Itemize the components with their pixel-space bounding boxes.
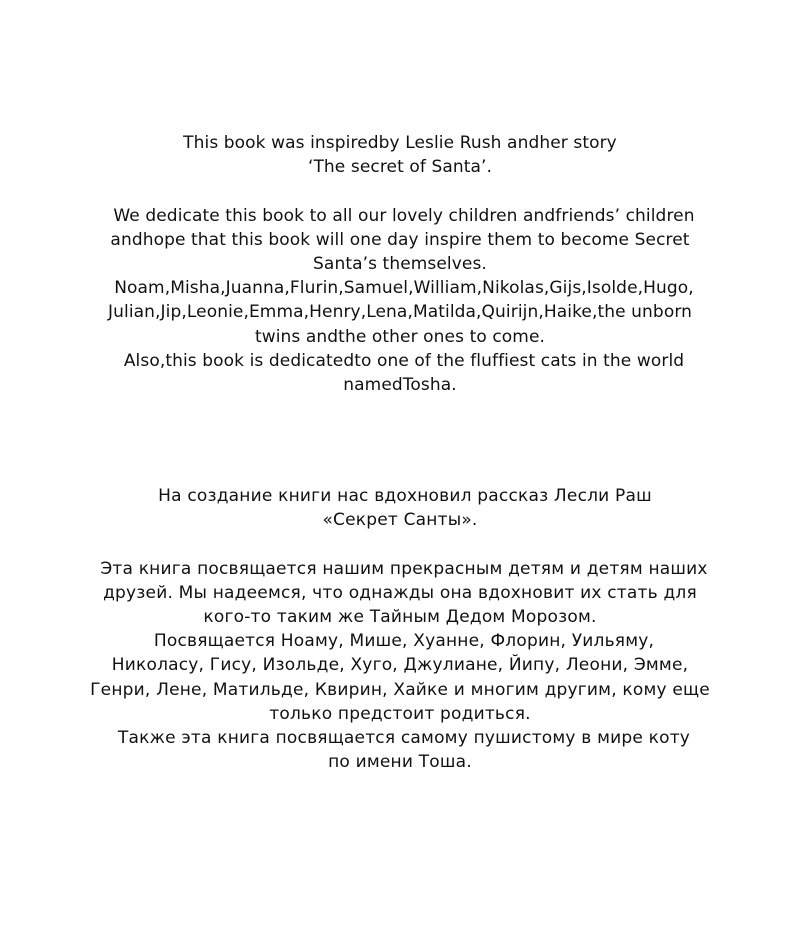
russian-intro-line-2: «Секрет Санты». xyxy=(322,510,478,531)
english-dedication-line-2: andhope that this book will one day inspire them to become Secret xyxy=(110,229,690,250)
russian-names-line-4: только предстоит родиться. xyxy=(269,703,531,724)
russian-cat-line-2: по имени Тоша. xyxy=(328,752,472,773)
russian-dedication-line-1: Эта книга посвящается нашим прекрасным детям и детям наших xyxy=(100,558,708,579)
russian-dedication-line-2: друзей. Мы надеемся, что однажды она вдохновит их стать для xyxy=(103,582,697,603)
english-names-line-3: twins andthe other ones to come. xyxy=(254,326,546,347)
english-dedication-line-3: Santa’s themselves. xyxy=(313,253,487,274)
english-intro-line-1: This book was inspiredby Leslie Rush andher story xyxy=(183,133,617,153)
english-cat-line-1: Also,this book is dedicatedto one of the fluffiest cats in the world xyxy=(123,350,685,371)
russian-names-line-2: Николасу, Гису, Изольде, Хуго, Джулиане, Йипу, Леони, Эмме, xyxy=(111,655,689,676)
russian-names-line-3: Генри, Лене, Матильде, Квирин, Хайке и многим другим, кому еще xyxy=(90,679,710,700)
english-intro-line-2: ‘The secret of Santa’. xyxy=(307,157,493,178)
english-names-line-2: Julian,Jip,Leonie,Emma,Henry,Lena,Matilda,Quirijn,Haike,the unborn xyxy=(108,302,692,323)
english-cat-line-2: namedTosha. xyxy=(343,374,457,395)
english-names-line-1: Noam,Misha,Juanna,Flurin,Samuel,William,Nikolas,Gijs,Isolde,Hugo, xyxy=(114,278,694,299)
russian-cat-line-1: Также эта книга посвящается самому пушистому в мире коту xyxy=(117,727,691,748)
russian-names-line-1: Посвящается Ноаму, Мише, Хуанне, Флорин, Уильяму, xyxy=(153,631,655,652)
english-dedication xyxy=(0,131,800,397)
russian-intro-line-1: На создание книги нас вдохновил рассказ Лесли Раш xyxy=(158,486,652,506)
russian-dedication-line-3: кого-то таким же Тайным Дедом Морозом. xyxy=(203,606,597,627)
english-dedication-line-1: We dedicate this book to all our lovely children andfriends’ children xyxy=(113,205,695,226)
paragraph-gap xyxy=(0,532,800,556)
paragraph-gap xyxy=(0,179,800,203)
russian-dedication xyxy=(0,484,800,774)
